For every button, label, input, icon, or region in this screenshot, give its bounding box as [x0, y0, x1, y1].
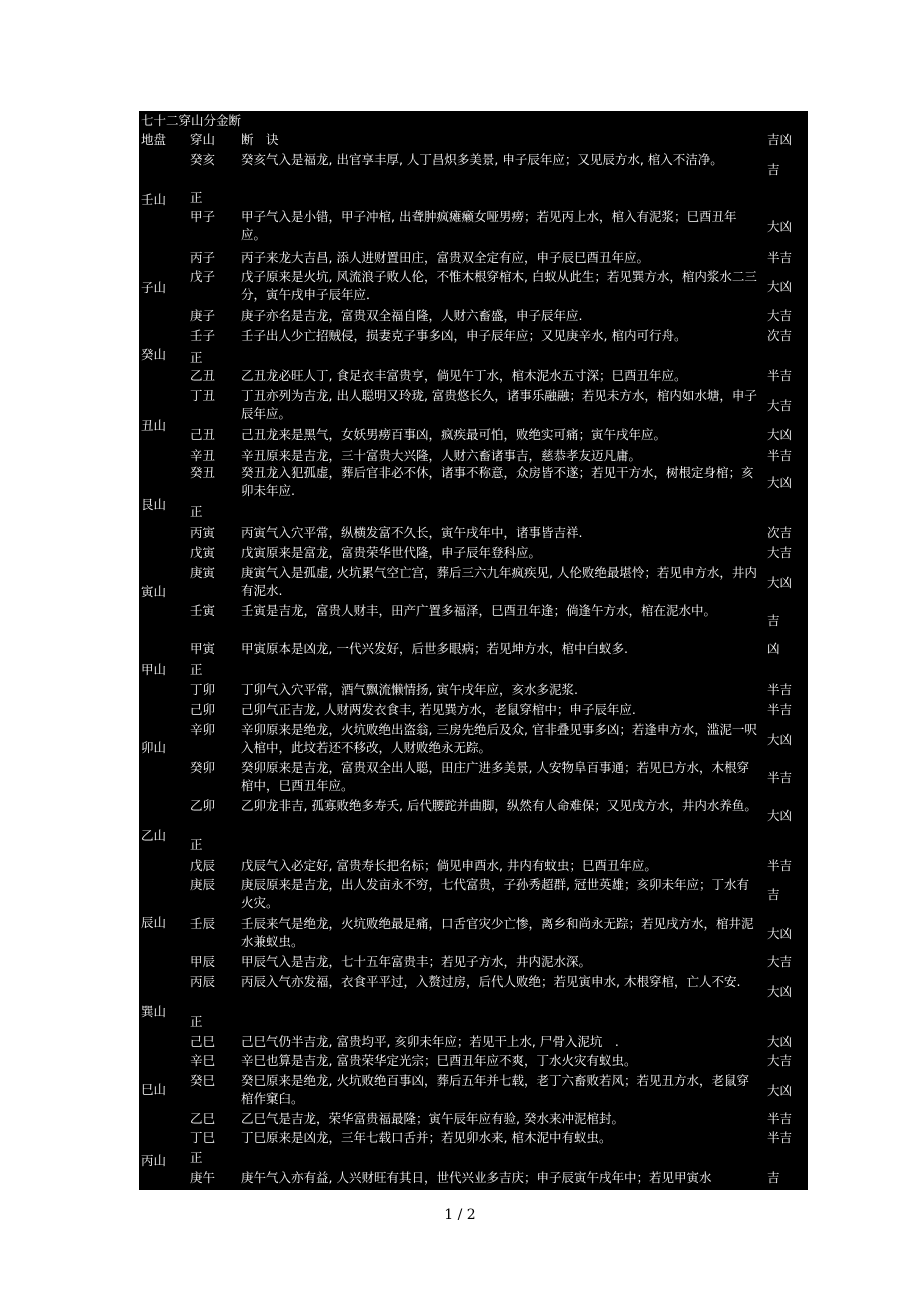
- chuanshan-cell: 癸卯: [190, 760, 216, 775]
- jixiong-cell: 大吉: [767, 398, 793, 413]
- jixiong-cell: 半吉: [767, 448, 793, 463]
- chuanshan-cell: 正: [190, 837, 203, 852]
- jixiong-cell: 大凶: [767, 808, 793, 823]
- chuanshan-cell: 己丑: [190, 427, 216, 442]
- chuanshan-cell: 辛卯: [190, 722, 216, 737]
- duanjue-cell: 癸亥气入是福龙, 出官享丰厚, 人丁昌炽多美景, 申子辰年应；又见辰方水, 棺入不洁净。: [241, 152, 723, 167]
- duanjue-cell: 戊寅原来是富龙，富贵荣华世代隆，申子辰年登科应。: [241, 545, 542, 560]
- duanjue-cell: 己丑龙来是黑气，女妖男痨百事凶，疯疾最可怕，败绝实可痛；寅午戌年应。: [241, 427, 667, 442]
- jixiong-cell: 大凶: [767, 575, 793, 590]
- dizhi-cell: 辰山: [141, 915, 167, 930]
- jixiong-cell: 吉: [767, 887, 780, 902]
- chuanshan-cell: 壬辰: [190, 916, 216, 931]
- header-dizhi: 地盘: [141, 132, 167, 147]
- duanjue-cell: 庚寅气入是孤虚, 火坑累气空亡宫，葬后三六九年疯疾见, 人伦败绝最堪怜；若见申方水，井内有泥水.: [241, 565, 757, 598]
- duanjue-cell: 庚午气入亦有益, 人兴财旺有其日，世代兴业多吉庆；申子辰寅午戌年中；若见甲寅水: [241, 1170, 712, 1185]
- chuanshan-cell: 己巳: [190, 1034, 216, 1049]
- duanjue-cell: 甲辰气入是吉龙，七十五年富贵丰；若见子方水，井内泥水深。: [241, 954, 592, 969]
- jixiong-cell: 大凶: [767, 475, 793, 490]
- chuanshan-cell: 丙寅: [190, 525, 216, 540]
- duanjue-cell: 戊子原来是火坑, 风流浪子败人伦，不惟木根穿棺木, 白蚁从此生；若见巽方水，棺内浆水二三分，寅午戌申子辰年应．: [241, 269, 757, 302]
- chuanshan-cell: 正: [190, 1150, 203, 1165]
- jixiong-cell: 大吉: [767, 1053, 793, 1068]
- duanjue-cell: 丙寅气入穴平常，纵横发富不久长，寅午戌年中，诸事皆吉祥.: [241, 525, 583, 540]
- duanjue-cell: 辛卯原来是绝龙，火坑败绝出盗翁, 三房先绝后及众, 官非叠见事多凶；若逢申方水，滥泥一呎入棺中，此坟若还不移改，人财败绝永无踪。: [241, 722, 757, 755]
- chuanshan-cell: 乙卯: [190, 798, 216, 813]
- duanjue-cell: 丙子来龙大吉昌, 添人进财置田庄，富贵双全定有应，申子辰巳酉丑年应。: [241, 250, 649, 265]
- document-page: [139, 111, 808, 1190]
- chuanshan-cell: 戊寅: [190, 545, 216, 560]
- jixiong-cell: 次吉: [767, 525, 793, 540]
- duanjue-cell: 己卯气正吉龙, 人财两发衣食丰, 若见巽方水，老鼠穿棺中；申子辰年应.: [241, 702, 636, 717]
- duanjue-cell: 己巳气仍半吉龙, 富贵均平, 亥卯未年应；若见干上水, 尸骨入泥坑 .: [241, 1034, 619, 1049]
- jixiong-cell: 大凶: [767, 984, 793, 999]
- chuanshan-cell: 丁丑: [190, 388, 216, 403]
- chuanshan-cell: 戊辰: [190, 858, 216, 873]
- duanjue-cell: 丁丑亦列为吉龙, 出人聪明又玲珑, 富贵悠长久，诸事乐融融；若见未方水，棺内如水塘，申子辰年应。: [241, 388, 757, 421]
- chuanshan-cell: 甲辰: [190, 954, 216, 969]
- duanjue-cell: 乙巳气是吉龙，荣华富贵福最隆；寅午辰年应有验, 癸水来冲泥棺封。: [241, 1111, 624, 1126]
- chuanshan-cell: 庚子: [190, 308, 216, 323]
- chuanshan-cell: 戊子: [190, 269, 216, 284]
- chuanshan-cell: 正: [190, 350, 203, 365]
- chuanshan-cell: 癸丑: [190, 465, 216, 480]
- dizhi-cell: 子山: [141, 280, 167, 295]
- chuanshan-cell: 丁卯: [190, 682, 216, 697]
- dizhi-cell: 寅山: [141, 584, 167, 599]
- duanjue-cell: 乙卯龙非吉, 孤寡败绝多寿夭, 后代腰跎并曲脚，纵然有人命难保；又见戌方水，井内水养鱼。: [241, 798, 757, 813]
- dizhi-cell: 甲山: [141, 662, 167, 677]
- chuanshan-cell: 正: [190, 662, 203, 677]
- page-number: 1 / 2: [444, 1207, 476, 1223]
- dizhi-cell: 巳山: [141, 1082, 167, 1097]
- jixiong-cell: 半吉: [767, 250, 793, 265]
- jixiong-cell: 半吉: [767, 858, 793, 873]
- jixiong-cell: 半吉: [767, 702, 793, 717]
- dizhi-cell: 癸山: [141, 347, 167, 362]
- chuanshan-cell: 丁巳: [190, 1130, 216, 1145]
- jixiong-cell: 大凶: [767, 427, 793, 442]
- chuanshan-cell: 辛丑: [190, 448, 216, 463]
- duanjue-cell: 甲子气入是小错，甲子冲棺, 出聋肿疯瘫癞女哑男痨；若见丙上水，棺入有泥浆；巳酉丑年应。: [241, 209, 737, 242]
- chuanshan-cell: 癸亥: [190, 152, 216, 167]
- duanjue-cell: 壬寅是吉龙，富贵人财丰，田产广置多福泽，巳酉丑年逢；倘逢午方水，棺在泥水中。: [241, 603, 717, 618]
- chuanshan-cell: 正: [190, 190, 203, 205]
- chuanshan-cell: 正: [190, 504, 203, 519]
- chuanshan-cell: 丙子: [190, 250, 216, 265]
- dizhi-cell: 丙山: [141, 1153, 167, 1168]
- header-jixiong: 吉凶: [767, 132, 793, 147]
- duanjue-cell: 辛巳也算是吉龙, 富贵荣华定光宗；巳酉丑年应不爽，丁水火灾有蚁虫。: [241, 1053, 637, 1068]
- jixiong-cell: 大吉: [767, 308, 793, 323]
- jixiong-cell: 大吉: [767, 954, 793, 969]
- chuanshan-cell: 壬寅: [190, 603, 216, 618]
- jixiong-cell: 半吉: [767, 368, 793, 383]
- jixiong-cell: 凶: [767, 641, 780, 656]
- jixiong-cell: 半吉: [767, 770, 793, 785]
- dizhi-cell: 艮山: [141, 497, 167, 512]
- duanjue-cell: 庚辰原来是吉龙，出人发亩永不穷，七代富贵，子孙秀超群, 冠世英雄；亥卯未年应；丁水有火灾。: [241, 877, 749, 910]
- jixiong-cell: 半吉: [767, 1130, 793, 1145]
- dizhi-cell: 乙山: [141, 828, 167, 843]
- chuanshan-cell: 庚午: [190, 1170, 216, 1185]
- jixiong-cell: 大凶: [767, 1034, 793, 1049]
- duanjue-cell: 癸丑龙入犯孤虚，葬后官非必不休，诸事不称意，众房皆不遂；若见干方水，树根定身棺；亥卯未年应.: [241, 465, 754, 498]
- duanjue-cell: 丁巳原来是凶龙，三年七载口舌并；若见卯水来, 棺木泥中有蚁虫。: [241, 1130, 612, 1145]
- jixiong-cell: 吉: [767, 162, 780, 177]
- chuanshan-cell: 丙辰: [190, 974, 216, 989]
- header-chuanshan: 穿山: [190, 132, 216, 147]
- chuanshan-cell: 甲寅: [190, 641, 216, 656]
- chuanshan-cell: 乙巳: [190, 1111, 216, 1126]
- chuanshan-cell: 辛巳: [190, 1053, 216, 1068]
- duanjue-cell: 壬辰来气是绝龙，火坑败绝最足痛，口舌官灾少亡惨，离乡和尚永无踪；若见戌方水，棺井泥水兼蚁虫。: [241, 916, 754, 949]
- page-title: 七十二穿山分金断: [141, 113, 242, 128]
- duanjue-cell: 壬子出人少亡招贼侵，损妻克子事多凶，申子辰年应；又见庚辛水, 棺内可行舟。: [241, 328, 687, 343]
- duanjue-cell: 辛丑原来是吉龙，三十富贵大兴隆，人财六畜诸事吉，慈恭孝友迈凡庸。: [241, 448, 642, 463]
- duanjue-cell: 癸巳原来是绝龙, 火坑败绝百事凶，葬后五年并七载，老丁六畜败若风；若见丑方水，老鼠穿棺作窠臼。: [241, 1073, 749, 1106]
- jixiong-cell: 大凶: [767, 926, 793, 941]
- dizhi-cell: 卯山: [141, 740, 167, 755]
- chuanshan-cell: 正: [190, 1014, 203, 1029]
- chuanshan-cell: 乙丑: [190, 368, 216, 383]
- duanjue-cell: 甲寅原本是凶龙, 一代兴发好，后世多眼病；若见坤方水，棺中白蚁多.: [241, 641, 628, 656]
- duanjue-cell: 乙丑龙必旺人丁, 食足衣丰富贵亨，倘见午丁水，棺木泥水五寸深；巳酉丑年应。: [241, 368, 687, 383]
- jixiong-cell: 大凶: [767, 279, 793, 294]
- duanjue-cell: 癸卯原来是吉龙，富贵双全出人聪，田庄广进多美景, 人安物阜百事通；若见巳方水，木根穿棺中，巳酉丑年应。: [241, 760, 749, 793]
- chuanshan-cell: 庚寅: [190, 565, 216, 580]
- jixiong-cell: 半吉: [767, 682, 793, 697]
- duanjue-cell: 丙辰入气亦发福，衣食平平过，入赘过房，后代人败绝；若见寅申水, 木根穿棺，亡人不安.: [241, 974, 741, 989]
- chuanshan-cell: 壬子: [190, 328, 216, 343]
- jixiong-cell: 大吉: [767, 545, 793, 560]
- duanjue-cell: 庚子亦名是吉龙，富贵双全福自隆，人财六畜盛，申子辰年应.: [241, 308, 583, 323]
- duanjue-cell: 戊辰气入必定好, 富贵寿长把名标；倘见申酉水, 井内有蚊虫；巳酉丑年应。: [241, 858, 657, 873]
- jixiong-cell: 大凶: [767, 732, 793, 747]
- dizhi-cell: 丑山: [141, 418, 167, 433]
- jixiong-cell: 吉: [767, 1170, 780, 1185]
- jixiong-cell: 大凶: [767, 1083, 793, 1098]
- jixiong-cell: 大凶: [767, 219, 793, 234]
- chuanshan-cell: 庚辰: [190, 877, 216, 892]
- jixiong-cell: 次吉: [767, 328, 793, 343]
- chuanshan-cell: 己卯: [190, 702, 216, 717]
- chuanshan-cell: 甲子: [190, 209, 216, 224]
- chuanshan-cell: 癸巳: [190, 1073, 216, 1088]
- jixiong-cell: 半吉: [767, 1111, 793, 1126]
- dizhi-cell: 巽山: [141, 1004, 167, 1019]
- header-duanjue: 断 诀: [241, 132, 279, 147]
- jixiong-cell: 吉: [767, 613, 780, 628]
- duanjue-cell: 丁卯气入穴平常，酒气飘流懒情扬, 寅午戌年应，亥水多泥浆.: [241, 682, 578, 697]
- dizhi-cell: 壬山: [141, 192, 167, 207]
